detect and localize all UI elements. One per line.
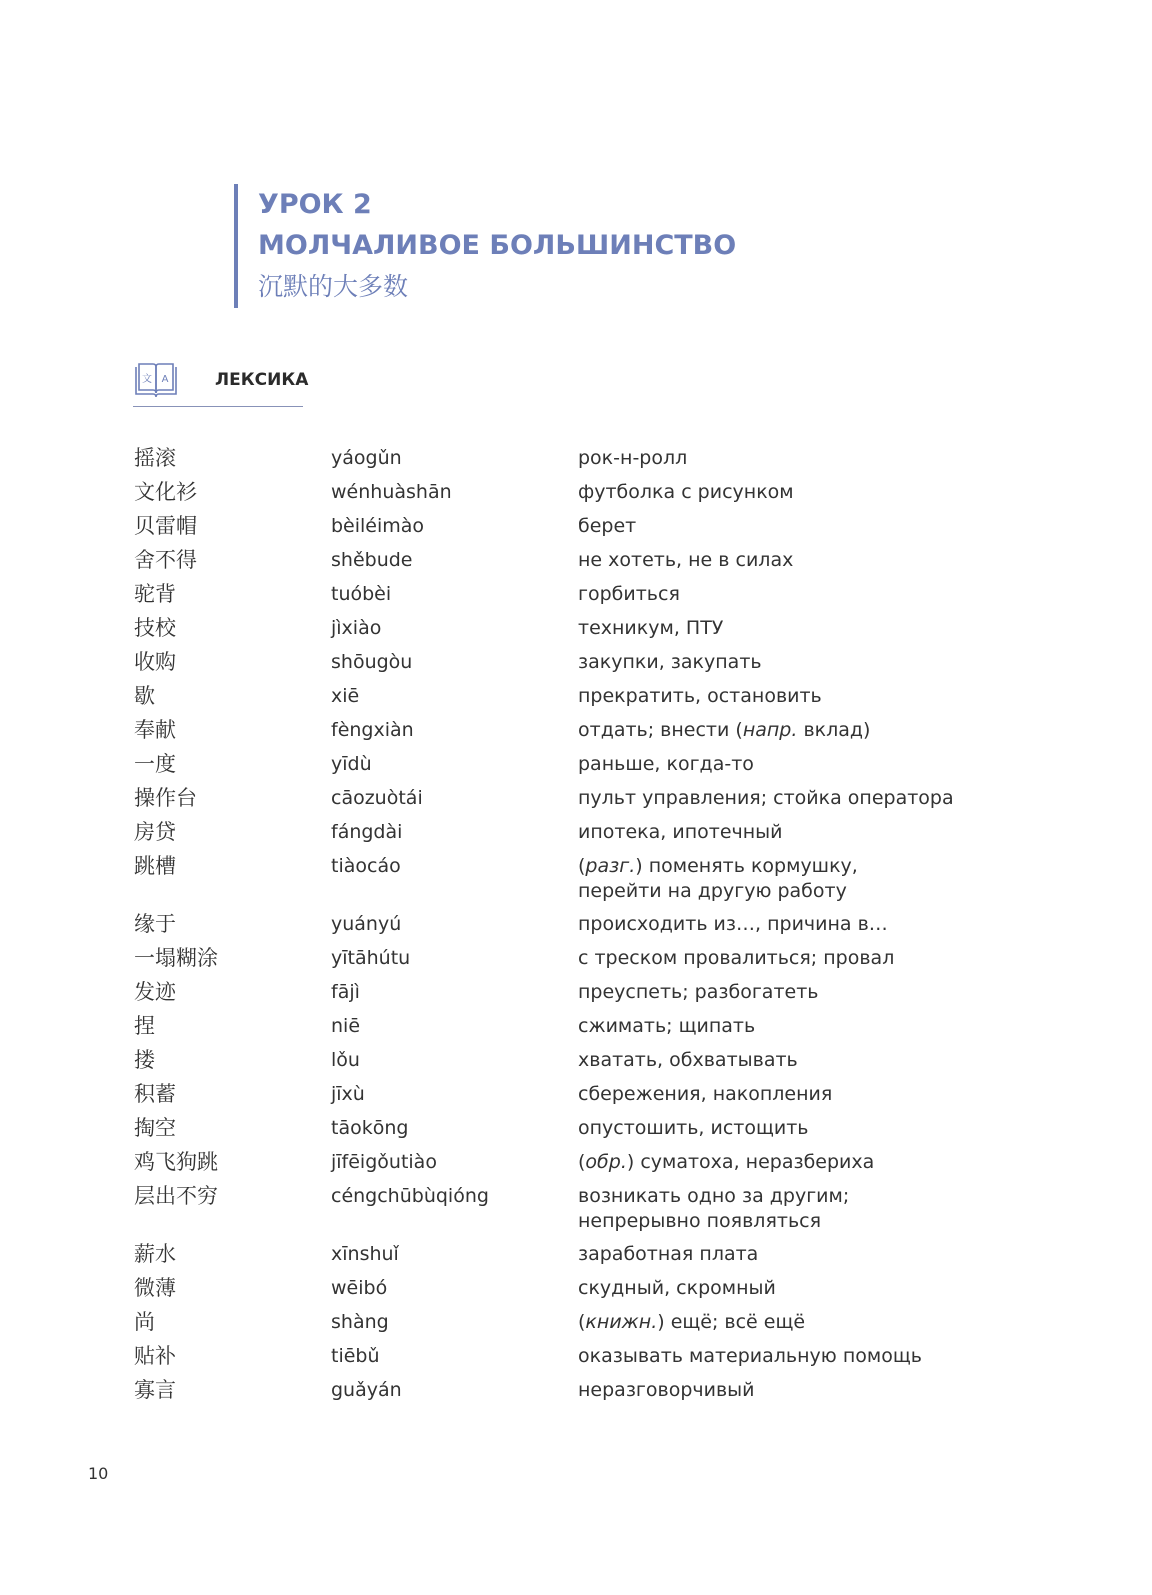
meaning-abbreviation: книжн. — [585, 1311, 658, 1333]
vocab-meaning-line: пульт управления; стойка оператора — [578, 787, 954, 809]
vocab-hanzi: 跳槽 — [134, 854, 176, 878]
vocab-meaning-line: сбережения, накопления — [578, 1083, 833, 1105]
vocab-meaning-line — [578, 1150, 874, 1175]
vocab-pinyin: shěbude — [331, 549, 413, 571]
vocab-row — [134, 908, 1034, 942]
meaning-text: вклад) — [797, 719, 871, 741]
vocab-hanzi: 缘于 — [134, 912, 176, 936]
vocab-meaning-line: сжимать; щипать — [578, 1015, 756, 1037]
meaning-text: ) поменять кормушку, — [635, 855, 858, 877]
meaning-text: ( — [578, 1311, 586, 1333]
vocab-row — [134, 1146, 1034, 1180]
vocab-pinyin: fèngxiàn — [331, 719, 414, 741]
vocab-meaning-line: хватать, обхватывать — [578, 1049, 798, 1071]
vocab-hanzi: 薪水 — [134, 1242, 176, 1266]
vocab-pinyin: jīfēigǒutiào — [331, 1151, 437, 1173]
vocab-meaning — [578, 684, 822, 709]
vocab-meaning — [578, 1344, 922, 1369]
vocab-pinyin: tiàocáo — [331, 855, 401, 877]
vocab-meaning — [578, 650, 762, 675]
vocab-hanzi: 舍不得 — [134, 548, 197, 572]
page-number: 10 — [88, 1464, 109, 1483]
meaning-abbreviation: обр. — [585, 1151, 627, 1173]
vocab-meaning — [578, 820, 783, 845]
vocab-meaning-line — [578, 718, 870, 743]
vocab-hanzi: 搂 — [134, 1048, 155, 1072]
vocab-row — [134, 1010, 1034, 1044]
vocab-hanzi: 歇 — [134, 684, 155, 708]
vocab-meaning-line: заработная плата — [578, 1243, 759, 1265]
vocab-row — [134, 782, 1034, 816]
vocab-meaning-line: непрерывно появляться — [578, 1210, 822, 1232]
vocab-meaning-line: раньше, когда-то — [578, 753, 754, 775]
vocab-pinyin: tiēbǔ — [331, 1345, 380, 1367]
vocab-row — [134, 510, 1034, 544]
meaning-text: ) суматоха, неразбериха — [626, 1151, 875, 1173]
vocab-meaning — [578, 912, 888, 937]
vocab-meaning — [578, 1276, 776, 1301]
vocab-row — [134, 646, 1034, 680]
lesson-title-ru: МОЛЧАЛИВОЕ БОЛЬШИНСТВО — [258, 230, 737, 261]
vocab-row — [134, 680, 1034, 714]
vocab-meaning-line: оказывать материальную помощь — [578, 1345, 922, 1367]
vocab-row — [134, 816, 1034, 850]
vocab-hanzi: 房贷 — [134, 820, 176, 844]
vocab-row — [134, 1238, 1034, 1272]
vocab-meaning-line: возникать одно за другим; — [578, 1185, 850, 1207]
vocab-row — [134, 476, 1034, 510]
vocab-pinyin: niē — [331, 1015, 361, 1037]
vocab-meaning — [578, 1242, 758, 1267]
vocab-hanzi: 鸡飞狗跳 — [134, 1150, 218, 1174]
vocab-meaning — [578, 854, 858, 904]
vocab-meaning-line: ипотека, ипотечный — [578, 821, 783, 843]
vocab-meaning — [578, 718, 870, 743]
vocab-meaning-line: берет — [578, 515, 637, 537]
meaning-text: ( — [578, 855, 586, 877]
meaning-abbreviation: напр. — [742, 719, 798, 741]
vocab-hanzi: 贝雷帽 — [134, 514, 197, 538]
vocab-meaning — [578, 980, 818, 1005]
vocab-meaning-line: футболка с рисунком — [578, 481, 794, 503]
vocab-meaning-line — [578, 1310, 805, 1335]
svg-text:A: A — [161, 374, 169, 385]
vocab-row — [134, 976, 1034, 1010]
vocab-meaning-line: с треском провалиться; провал — [578, 947, 895, 969]
lesson-number: УРОК 2 — [258, 189, 372, 220]
vocab-pinyin: fángdài — [331, 821, 403, 843]
vocab-meaning — [578, 616, 723, 641]
vocab-row — [134, 1374, 1034, 1408]
vocab-hanzi: 发迹 — [134, 980, 176, 1004]
vocab-pinyin: cāozuòtái — [331, 787, 423, 809]
vocab-meaning — [578, 1048, 798, 1073]
vocab-pinyin: bèiléimào — [331, 515, 425, 537]
vocab-hanzi: 奉献 — [134, 718, 176, 742]
vocab-pinyin: jìxiào — [331, 617, 382, 639]
vocab-hanzi: 驼背 — [134, 582, 176, 606]
vocab-meaning — [578, 1378, 755, 1403]
vocab-pinyin: jīxù — [331, 1083, 365, 1105]
vocab-hanzi: 寡言 — [134, 1378, 176, 1402]
vocab-meaning-line: не хотеть, не в силах — [578, 549, 794, 571]
vocab-meaning-line: преуспеть; разбогатеть — [578, 981, 819, 1003]
vocab-pinyin: yīdù — [331, 753, 372, 775]
vocab-row — [134, 748, 1034, 782]
vocab-meaning-line: прекратить, остановить — [578, 685, 822, 707]
vocab-meaning-line: скудный, скромный — [578, 1277, 776, 1299]
vocab-meaning — [578, 1184, 849, 1234]
vocab-meaning-line: рок-н-ролл — [578, 447, 688, 469]
vocab-row — [134, 442, 1034, 476]
vocab-meaning — [578, 1082, 832, 1107]
vocab-hanzi: 贴补 — [134, 1344, 176, 1368]
vocab-pinyin: yáogǔn — [331, 447, 402, 469]
vocab-pinyin: xiē — [331, 685, 360, 707]
meaning-text: ) ещё; всё ещё — [657, 1311, 806, 1333]
vocab-row — [134, 1078, 1034, 1112]
vocab-row — [134, 1306, 1034, 1340]
vocab-meaning-line: происходить из…, причина в… — [578, 913, 888, 935]
svg-text:文: 文 — [142, 374, 152, 385]
vocab-pinyin: shàng — [331, 1311, 389, 1333]
vocab-row — [134, 1272, 1034, 1306]
vocab-hanzi: 微薄 — [134, 1276, 176, 1300]
vocab-meaning — [578, 1150, 874, 1175]
vocab-meaning — [578, 582, 680, 607]
vocab-hanzi: 文化衫 — [134, 480, 197, 504]
vocab-hanzi: 尚 — [134, 1310, 155, 1334]
vocab-meaning-line: неразговорчивый — [578, 1379, 755, 1401]
vocab-hanzi: 操作台 — [134, 786, 197, 810]
vocab-hanzi: 收购 — [134, 650, 176, 674]
vocabulary-section-header — [133, 361, 309, 407]
vocab-meaning — [578, 446, 687, 471]
meaning-text: ( — [578, 1151, 586, 1173]
vocab-row — [134, 1340, 1034, 1374]
vocab-hanzi: 摇滚 — [134, 446, 176, 470]
vocab-pinyin: yuányú — [331, 913, 402, 935]
vocab-row — [134, 544, 1034, 578]
meaning-text: отдать; внести ( — [578, 719, 743, 741]
vocab-pinyin: guǎyán — [331, 1379, 402, 1401]
vocab-row — [134, 942, 1034, 976]
vocab-meaning — [578, 548, 793, 573]
vocab-row — [134, 578, 1034, 612]
vocab-hanzi: 一塌糊涂 — [134, 946, 218, 970]
vocab-meaning — [578, 1014, 755, 1039]
vocab-hanzi: 一度 — [134, 752, 176, 776]
vocab-meaning — [578, 1310, 805, 1335]
vocab-row — [134, 850, 1034, 908]
vocab-meaning-line — [578, 854, 858, 879]
vocab-hanzi: 层出不穷 — [134, 1184, 218, 1208]
vocab-hanzi: 积蓄 — [134, 1082, 176, 1106]
vocab-pinyin: fājì — [331, 981, 360, 1003]
vocab-pinyin: tāokōng — [331, 1117, 409, 1139]
vocab-row — [134, 714, 1034, 748]
vocab-row — [134, 1044, 1034, 1078]
open-book-icon — [133, 361, 179, 401]
vocab-meaning-line: горбиться — [578, 583, 680, 605]
vocab-meaning — [578, 946, 894, 971]
lesson-title-cn: 沉默的大多数 — [258, 272, 409, 301]
vocab-pinyin: wénhuàshān — [331, 481, 452, 503]
vocab-meaning — [578, 752, 754, 777]
vocab-meaning — [578, 480, 794, 505]
vocab-meaning-line: техникум, ПТУ — [578, 617, 724, 639]
vocab-meaning — [578, 514, 636, 539]
vocab-pinyin: xīnshuǐ — [331, 1243, 399, 1265]
vocab-pinyin: tuóbèi — [331, 583, 392, 605]
vocab-pinyin: wēibó — [331, 1277, 388, 1299]
vocabulary-list — [134, 442, 1034, 1408]
vocab-hanzi: 掏空 — [134, 1116, 176, 1140]
vocab-pinyin: shōugòu — [331, 651, 413, 673]
vocab-hanzi: 技校 — [134, 616, 176, 640]
lesson-title-block — [234, 184, 736, 308]
vocab-pinyin: lǒu — [331, 1049, 360, 1071]
vocab-row — [134, 1180, 1034, 1238]
vocab-pinyin: yītāhútu — [331, 947, 411, 969]
vocab-hanzi: 捏 — [134, 1014, 155, 1038]
vocab-meaning — [578, 1116, 809, 1141]
section-label: ЛЕКСИКА — [215, 370, 309, 390]
meaning-abbreviation: разг. — [585, 855, 636, 877]
vocab-meaning — [578, 786, 954, 811]
vocab-meaning-line: закупки, закупать — [578, 651, 762, 673]
vocab-meaning-line: опустошить, истощить — [578, 1117, 809, 1139]
vocab-row — [134, 1112, 1034, 1146]
vocab-row — [134, 612, 1034, 646]
vocab-meaning-line: перейти на другую работу — [578, 880, 847, 902]
vocab-pinyin: céngchūbùqióng — [331, 1185, 489, 1207]
